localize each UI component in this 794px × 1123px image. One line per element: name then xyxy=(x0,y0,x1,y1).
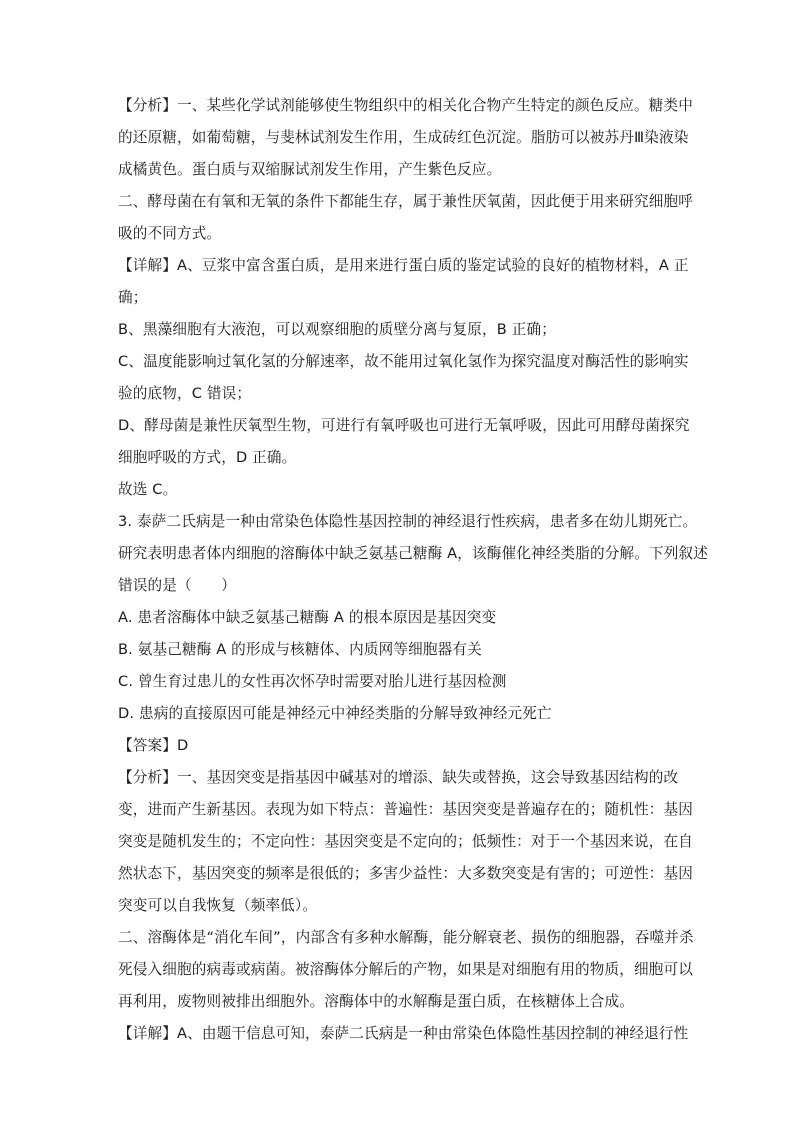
text-line: 突变是随机发生的；不定向性：基因突变是不定向的；低频性：对于一个基因来说，在自 xyxy=(118,833,694,850)
text-line: B、黑藻细胞有大液泡，可以观察细胞的质壁分离与复原，B 正确； xyxy=(118,321,556,338)
text-line: 细胞呼吸的方式，D 正确。 xyxy=(118,449,297,466)
text-line: C、温度能影响过氧化氢的分解速率，故不能用过氧化氢作为探究温度对酶活性的影响实 xyxy=(118,353,689,370)
text-line: 再利用，废物则被排出细胞外。溶酶体中的水解酶是蛋白质，在核糖体上合成。 xyxy=(118,993,635,1010)
option-b: B. 氨基己糖酶 A 的形成与核糖体、内质网等细胞器有关 xyxy=(118,641,482,658)
text-line: 突变可以自我恢复（频率低）。 xyxy=(118,897,318,914)
answer-line: 【答案】D xyxy=(118,737,189,754)
question-3-stem: 3. 泰萨二氏病是一种由常染色体隐性基因控制的神经退行性疾病，患者多在幼儿期死亡。 xyxy=(118,513,698,530)
text-line: 【详解】A、豆浆中富含蛋白质，是用来进行蛋白质的鉴定试验的良好的植物材料，A 正 xyxy=(118,257,689,274)
text-line: 二、酵母菌在有氧和无氧的条件下都能生存，属于兼性厌氧菌，因此便于用来研究细胞呼 xyxy=(118,193,694,210)
text-line: 【详解】A、由题干信息可知，泰萨二氏病是一种由常染色体隐性基因控制的神经退行性 xyxy=(118,1025,689,1042)
text-line: 确； xyxy=(118,289,148,306)
text-line: 成橘黄色。蛋白质与双缩脲试剂发生作用，产生紫色反应。 xyxy=(118,161,502,178)
text-line: 吸的不同方式。 xyxy=(118,225,222,242)
question-3-stem: 研究表明患者体内细胞的溶酶体中缺乏氨基己糖酶 A，该酶催化神经类脂的分解。下列叙述 xyxy=(118,545,708,562)
text-line: 【分析】一、基因突变是指基因中碱基对的增添、缺失或替换，这会导致基因结构的改 xyxy=(118,769,679,786)
question-3-stem: 错误的是（ ） xyxy=(118,577,236,594)
text-line: 【分析】一、某些化学试剂能够使生物组织中的相关化合物产生特定的颜色反应。糖类中 xyxy=(118,97,694,114)
option-c: C. 曾生育过患儿的女性再次怀孕时需要对胎儿进行基因检测 xyxy=(118,673,507,690)
text-line: 死侵入细胞的病毒或病菌。被溶酶体分解后的产物，如果是对细胞有用的物质，细胞可以 xyxy=(118,961,694,978)
text-line: 的还原糖，如葡萄糖，与斐林试剂发生作用，生成砖红色沉淀。脂肪可以被苏丹Ⅲ染液染 xyxy=(118,129,689,146)
text-line: 故选 C。 xyxy=(118,481,178,498)
text-line: D、酵母菌是兼性厌氧型生物，可进行有氧呼吸也可进行无氧呼吸，因此可用酵母菌探究 xyxy=(118,417,690,434)
option-d: D. 患病的直接原因可能是神经元中神经类脂的分解导致神经元死亡 xyxy=(118,705,552,722)
text-line: 二、溶酶体是“消化车间”，内部含有多种水解酶，能分解衰老、损伤的细胞器，吞噬并杀 xyxy=(118,929,694,946)
text-line: 变，进而产生新基因。表现为如下特点：普遍性：基因突变是普遍存在的；随机性：基因 xyxy=(118,801,694,818)
text-line: 然状态下，基因突变的频率是很低的；多害少益性：大多数突变是有害的；可逆性：基因 xyxy=(118,865,694,882)
option-a: A. 患者溶酶体中缺乏氨基己糖酶 A 的根本原因是基因突变 xyxy=(118,609,497,626)
text-line: 验的底物，C 错误； xyxy=(118,385,252,402)
